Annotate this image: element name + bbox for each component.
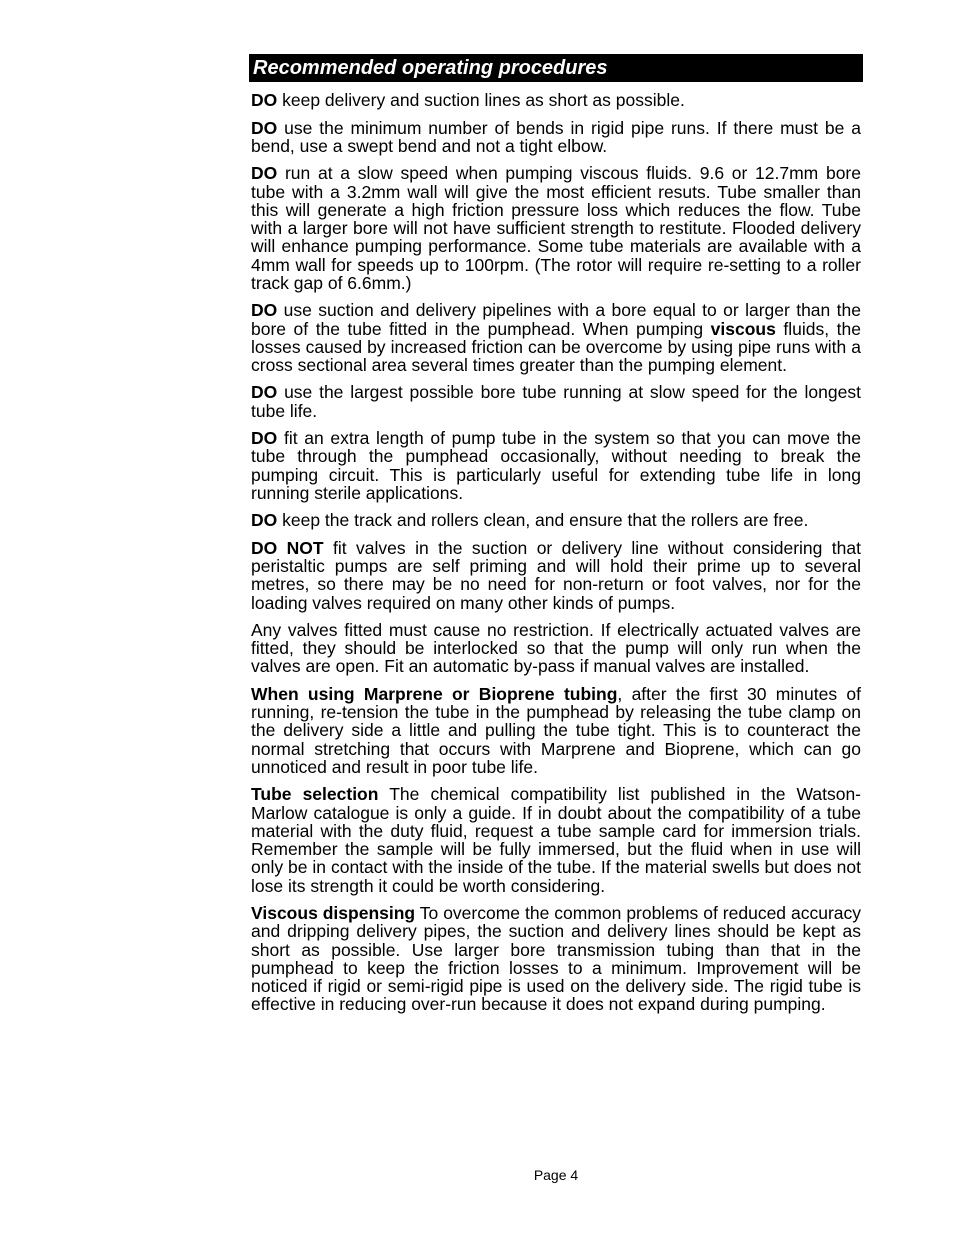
paragraph-emphasis: viscous (710, 318, 776, 339)
paragraph-do-slow-speed (249, 164, 863, 292)
paragraph-text: run at a slow speed when pumping viscous fluids. 9.6 or 12.7mm bore tube with a 3.2mm wall will give the most efficient resuts. Tube smaller than this will generate a high friction pressure loss which reduces the flow. Tube with a larger bore will not have sufficient strength to restitute. Flooded delivery will enhance pumping performance. Some tube materials are available with a 4mm wall for speeds up to 100rpm. (The rotor will require re-setting to a roller track gap of 6.6mm.) (251, 163, 861, 293)
paragraph-text: , after the first 30 minutes of running, re-tension the tube in the pumphead by releasing the tube clamp on the delivery side a little and pulling the tube tight. This is to counteract the normal stretching that occurs with Marprene and Bioprene, which can go unnoticed and result in poor tube life. (251, 683, 861, 777)
paragraph-do-minimum-bends (249, 119, 863, 156)
paragraph-text: use the largest possible bore tube running at slow speed for the longest tube life. (251, 382, 861, 421)
page-content (249, 54, 863, 1014)
paragraph-text-continued: fluids, the losses caused by increased friction can be overcome by using pipe runs with a cross sectional area several times greater than the pumping element. (251, 318, 861, 375)
paragraph-text: The chemical compatibility list published in the Watson-Marlow catalogue is only a guide. If in doubt about the compatibility of a tube material with the duty fluid, request a tube sample card for immersion trials. Remember the sample will be fully immersed, but the fluid when in use will only be in contact with the inside of the tube. If the material swells but does not lose its strength it could be worth considering. (251, 784, 862, 896)
paragraph-lead: DO (251, 117, 278, 138)
paragraph-do-pipeline-bore (249, 301, 863, 374)
paragraph-do-largest-bore (249, 383, 863, 420)
paragraph-lead: Tube selection (251, 784, 379, 805)
paragraph-marprene-bioprene (249, 685, 863, 776)
paragraph-lead: DO (251, 510, 278, 531)
paragraph-lead: DO (251, 382, 278, 403)
paragraph-lead: DO (251, 428, 278, 449)
paragraph-lead: DO (251, 90, 278, 111)
page-number: Page 4 (533, 1167, 579, 1183)
paragraph-text: keep delivery and suction lines as short as possible. (282, 90, 685, 111)
paragraph-lead: DO NOT (251, 537, 324, 558)
paragraph-valves-restriction (249, 621, 863, 676)
paragraph-text: To overcome the common problems of reduced accuracy and dripping delivery pipes, the suction and delivery lines should be kept as short as possible. Use larger bore transmission tubing than that in the pumphead to keep the friction losses to a minimum. Improvement will be noticed if rigid or semi-rigid pipe is used on the delivery side. The rigid tube is effective in reducing over-run because it does not expand during pumping. (251, 903, 862, 1015)
paragraph-do-not-fit-valves (249, 539, 863, 612)
paragraph-text: Any valves fitted must cause no restriction. If electrically actuated valves are fitted, they should be interlocked so that the pump will only run when the valves are open. Fit an automatic by-pass if manual valves are installed. (251, 619, 861, 677)
paragraph-text: fit valves in the suction or delivery line without considering that peristaltic pumps are self priming and will hold their prime up to several metres, so there may be no need for non-return or foot valves, nor for the loading valves required on many other kinds of pumps. (251, 537, 861, 613)
paragraph-lead: Viscous dispensing (251, 903, 416, 923)
paragraph-do-short-lines (249, 91, 863, 109)
paragraph-do-extra-length (249, 429, 863, 502)
section-heading: Recommended operating procedures (249, 54, 863, 82)
paragraph-text: fit an extra length of pump tube in the system so that you can move the tube through the pumphead occasionally, without needing to break the pumping circuit. This is particularly useful for extending tube life in long running sterile applications. (251, 428, 861, 503)
paragraph-text: use suction and delivery pipelines with a bore equal to or larger than the bore of the tube fitted in the pumphead. When pumping (251, 300, 861, 339)
paragraph-do-keep-clean (249, 511, 863, 529)
paragraph-tube-selection (249, 785, 863, 895)
paragraph-text: use the minimum number of bends in rigid pipe runs. If there must be a bend, use a swept bend and not a tight elbow. (251, 117, 861, 156)
paragraph-lead: DO (251, 300, 278, 321)
paragraph-text: keep the track and rollers clean, and ensure that the rollers are free. (282, 510, 809, 531)
paragraph-lead: When using Marprene or Bioprene tubing (251, 683, 618, 704)
paragraph-lead: DO (251, 163, 278, 184)
paragraph-viscous-dispensing (249, 904, 863, 1014)
